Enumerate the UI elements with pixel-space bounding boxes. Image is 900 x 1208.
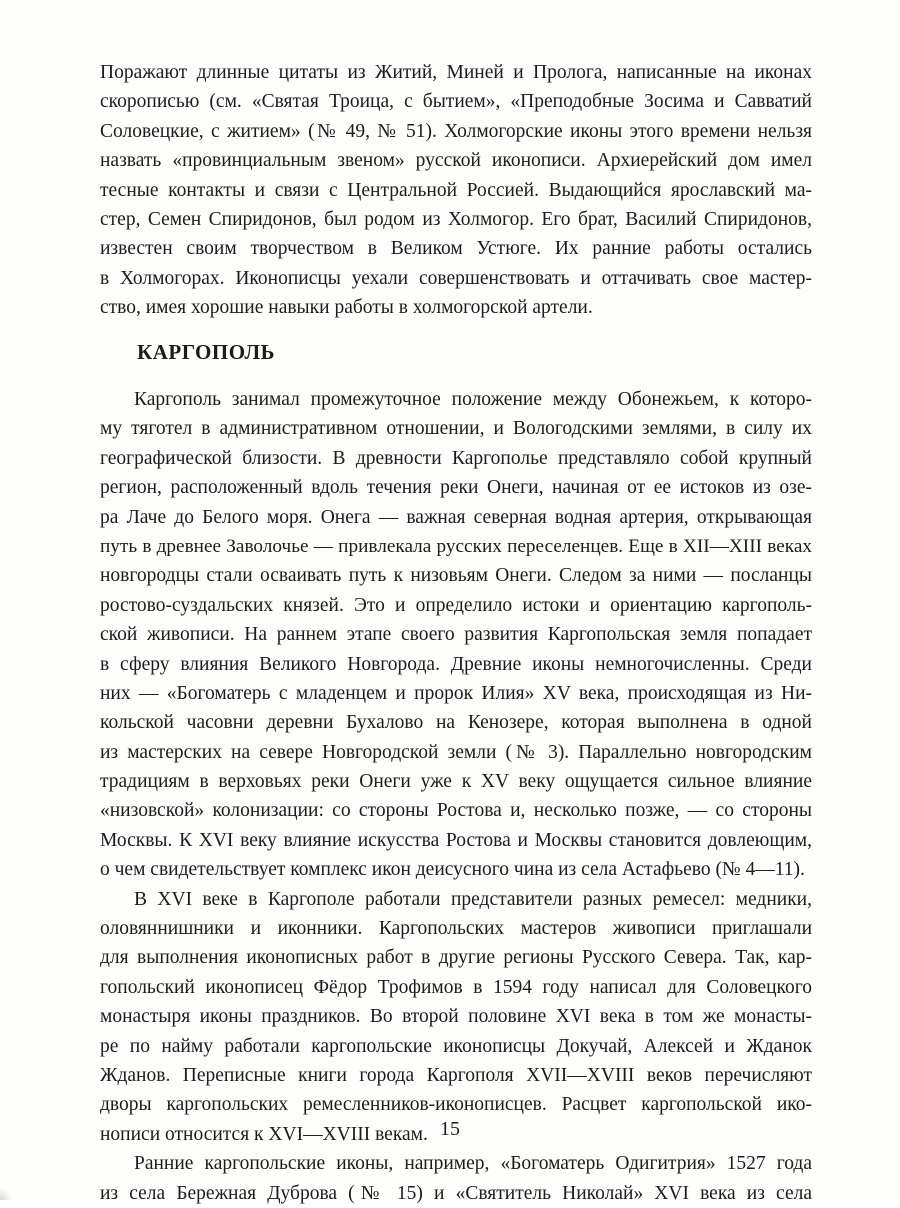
section-heading: КАРГОПОЛЬ [137,340,276,364]
text-line: ской живописи. На раннем этапе своего развития Каргопольская земля попадает [100,624,812,646]
text-line: о чем свидетельствует комплекс икон деисусного чина из села Астафьево (№ 4—11). [100,859,805,881]
text-line: них — «Богоматерь с младенцем и пророк Илия» XV века, происходящая из Ни- [100,682,812,704]
text-line: ростово-суздальских князей. Это и определило истоки и ориентацию каргополь- [100,594,812,616]
text-line: тесные контакты и связи с Центральной Россией. Выдающийся ярославский ма- [100,179,812,201]
text-line: для выполнения иконописных работ в другие регионы Русского Севера. Так, кар- [100,947,812,969]
text-line: из села Бережная Дуброва (№ 15) и «Святитель Николай» XVI века из села [100,1182,812,1204]
text-line: в Холмогорах. Иконописцы уехали совершенствовать и оттачивать свое мастер- [100,267,812,289]
section-body [100,385,812,1208]
text-line: Ранние каргопольские иконы, например, «Богоматерь Одигитрия» 1527 года [134,1153,812,1175]
paragraph-2 [100,885,812,1150]
text-line: географической близости. В древности Каргополье представляло собой крупный [100,447,812,469]
text-line: ре по найму работали каргопольские иконописцы Докучай, Алексей и Жданок [100,1035,812,1057]
paragraph-1 [100,385,812,885]
text-line: известен своим творчеством в Великом Устюге. Их ранние работы остались [100,238,812,260]
text-line: стер, Семен Спиридонов, был родом из Холмогор. Его брат, Василий Спиридонов, [100,208,812,230]
text-line: новгородцы стали осваивать путь к низовьям Онеги. Следом за ними — посланцы [100,565,812,587]
page-number: 15 [440,1118,460,1140]
text-line: му тяготел в административном отношении, и Вологодскими землями, в силу их [100,418,812,440]
text-line: нописи относится к XVI—XVIII векам. [100,1123,428,1145]
paragraph-3 [100,1149,812,1208]
text-line: Москвы. К XVI веку влияние искусства Ростова и Москвы становится довлеющим, [100,829,812,851]
page-corner-shadow [0,1186,14,1200]
intro-paragraph [100,58,812,323]
text-line: традициям в верховьях реки Онеги уже к XV веку ощущается сильное влияние [100,771,812,793]
text-line: кольской часовни деревни Бухалово на Кенозере, которая выполнена в одной [100,712,812,734]
text-line: ство, имея хорошие навыки работы в холмогорской артели. [100,297,593,319]
text-line: дворы каргопольских ремесленников-иконописцев. Расцвет каргопольской ико- [100,1094,812,1116]
text-line: В XVI веке в Каргополе работали представители разных ремесел: медники, [134,888,812,910]
text-line: ра Лаче до Белого моря. Онега — важная северная водная артерия, открывающая [100,506,812,528]
text-line: монастыря иконы праздников. Во второй половине XVI века в том же монасты- [100,1006,812,1028]
text-line: путь в древнее Заволочье — привлекала русских переселенцев. Еще в XII—XIII веках [100,535,812,557]
text-line: оловяннишники и иконники. Каргопольских мастеров живописи приглашали [100,918,812,940]
text-line: Жданов. Переписные книги города Каргополя XVII—XVIII веков перечисляют [100,1064,812,1086]
text-line: регион, расположенный вдоль течения реки Онеги, начиная от ее истоков из озе- [100,477,812,499]
text-line: в сферу влияния Великого Новгорода. Древние иконы немногочисленны. Среди [100,653,812,675]
text-line: из мастерских на севере Новгородской земли (№ 3). Параллельно новгородским [100,741,812,763]
text-line: назвать «провинциальным звеном» русской иконописи. Архиерейский дом имел [100,150,812,172]
text-line: скорописью (см. «Святая Троица, с бытием», «Преподобные Зосима и Савватий [100,91,812,113]
text-line: гопольский иконописец Фёдор Трофимов в 1594 году написал для Соловецкого [100,976,812,998]
text-line: Соловецкие, с житием» (№ 49, № 51). Холмогорские иконы этого времени нельзя [100,120,812,142]
text-line: «низовской» колонизации: со стороны Ростова и, несколько позже, — со стороны [100,800,812,822]
text-line: Каргополь занимал промежуточное положение между Обонежьем, к которо- [134,389,812,410]
text-line: Поражают длинные цитаты из Житий, Миней и Пролога, написанные на иконах [100,62,812,83]
